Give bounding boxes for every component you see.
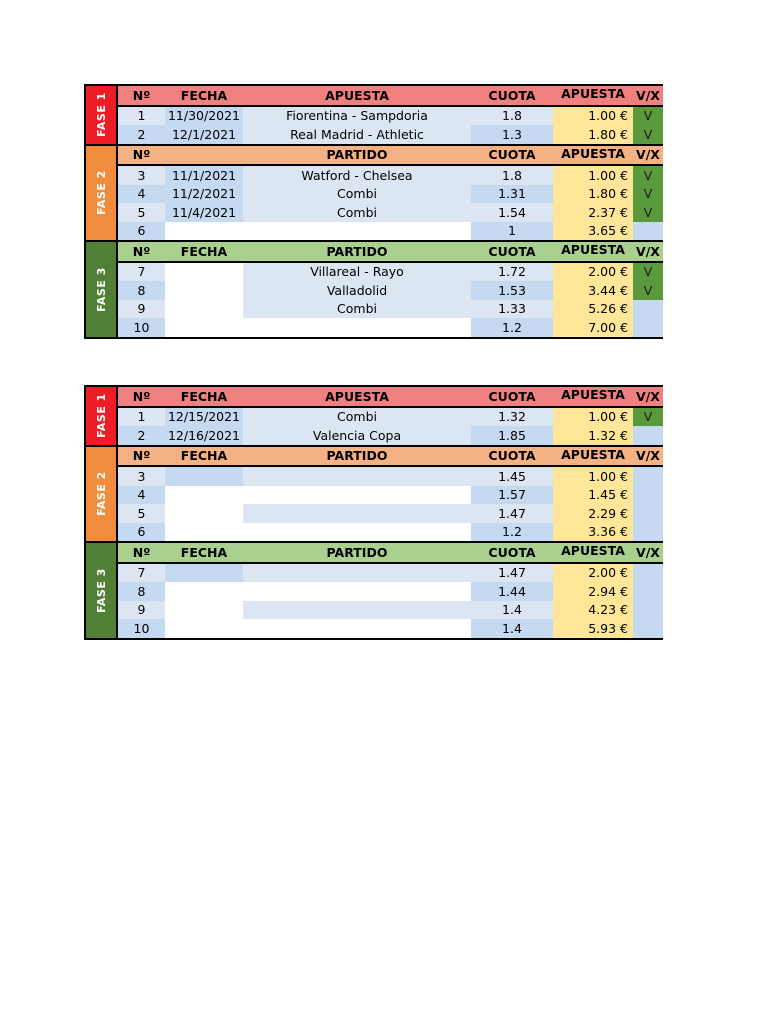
stake-cell[interactable]: 1.80 € (553, 185, 633, 204)
odds-cell[interactable]: 1.72 (471, 263, 553, 282)
date-cell[interactable]: 11/30/2021 (165, 107, 243, 126)
number-header: Nº (132, 544, 151, 560)
table-row (118, 318, 663, 337)
match-cell[interactable]: Valladolid (243, 281, 471, 300)
match-header: PARTIDO (326, 243, 388, 259)
number-header: Nº (132, 87, 151, 103)
result-cell[interactable]: V (633, 125, 663, 144)
stake-header: APUESTA (561, 387, 625, 402)
odds-cell[interactable]: 1.4 (471, 619, 553, 638)
match-cell[interactable]: Combi (243, 408, 471, 427)
match-cell[interactable]: Watford - Chelsea (243, 166, 471, 185)
odds-cell[interactable]: 1.31 (471, 185, 553, 204)
stake-cell[interactable]: 1.00 € (553, 467, 633, 486)
odds-cell[interactable]: 1.32 (471, 408, 553, 427)
result-cell[interactable]: V (633, 166, 663, 185)
odds-cell[interactable]: 1.54 (471, 203, 553, 222)
stake-cell[interactable]: 3.44 € (553, 281, 633, 300)
phase-block (84, 84, 663, 146)
number-cell[interactable]: 3 (118, 166, 165, 185)
date-cell[interactable] (165, 281, 243, 300)
date-cell[interactable]: 11/2/2021 (165, 185, 243, 204)
number-cell[interactable]: 10 (118, 318, 165, 337)
result-cell[interactable] (633, 564, 663, 583)
table-row (118, 408, 663, 427)
number-header: Nº (132, 448, 151, 464)
table-row (118, 426, 663, 445)
result-cell[interactable] (633, 426, 663, 445)
match-header: APUESTA (325, 87, 389, 103)
betting-table-1 (84, 84, 663, 339)
date-cell[interactable] (165, 300, 243, 319)
date-cell[interactable] (165, 263, 243, 282)
date-cell[interactable] (165, 601, 243, 620)
stake-header: APUESTA (561, 242, 625, 257)
odds-cell[interactable]: 1.57 (471, 486, 553, 505)
date-cell[interactable] (165, 523, 243, 542)
number-cell[interactable]: 6 (118, 523, 165, 542)
table-row (118, 300, 663, 319)
odds-cell[interactable]: 1.33 (471, 300, 553, 319)
match-cell[interactable]: Combi (243, 203, 471, 222)
odds-header: CUOTA (488, 448, 536, 464)
stake-cell[interactable]: 1.80 € (553, 125, 633, 144)
phase-label (86, 146, 118, 241)
number-cell[interactable]: 5 (118, 203, 165, 222)
number-header: Nº (132, 388, 151, 404)
date-header: FECHA (180, 388, 228, 404)
phase-label (86, 86, 118, 144)
result-header: V/X (636, 147, 660, 163)
phase-header-row (118, 543, 663, 564)
phase-label-text: FASE 2 (94, 170, 108, 216)
result-cell[interactable] (633, 318, 663, 337)
stake-cell[interactable]: 5.26 € (553, 300, 633, 319)
date-header: FECHA (180, 448, 228, 464)
table-row (118, 486, 663, 505)
table-row (118, 222, 663, 241)
result-cell[interactable]: V (633, 107, 663, 126)
odds-cell[interactable]: 1.47 (471, 504, 553, 523)
match-cell[interactable] (243, 564, 471, 583)
match-cell[interactable] (243, 582, 471, 601)
odds-header: CUOTA (488, 544, 536, 560)
match-cell[interactable] (243, 467, 471, 486)
number-header: Nº (132, 147, 151, 163)
odds-cell[interactable]: 1.44 (471, 582, 553, 601)
stake-header: APUESTA (561, 446, 625, 462)
date-header: FECHA (180, 87, 228, 103)
phase-label-text: FASE 3 (94, 266, 108, 312)
match-cell[interactable] (243, 619, 471, 638)
match-cell[interactable] (243, 486, 471, 505)
result-cell[interactable]: V (633, 203, 663, 222)
table-row (118, 203, 663, 222)
number-cell[interactable]: 7 (118, 263, 165, 282)
betting-table-2 (84, 385, 663, 640)
result-header: V/X (636, 544, 660, 560)
stake-cell[interactable]: 7.00 € (553, 318, 633, 337)
odds-cell[interactable]: 1.85 (471, 426, 553, 445)
number-cell[interactable]: 9 (118, 300, 165, 319)
table-row (118, 619, 663, 638)
odds-cell[interactable]: 1.45 (471, 467, 553, 486)
number-cell[interactable]: 4 (118, 486, 165, 505)
phase-label-text: FASE 2 (94, 471, 108, 517)
date-cell[interactable] (165, 318, 243, 337)
date-cell[interactable] (165, 564, 243, 583)
odds-header: CUOTA (488, 243, 536, 259)
result-cell[interactable]: V (633, 185, 663, 204)
table-row (118, 523, 663, 542)
odds-cell[interactable]: 1.47 (471, 564, 553, 583)
stake-cell[interactable]: 2.00 € (553, 263, 633, 282)
date-cell[interactable] (165, 504, 243, 523)
result-header: V/X (636, 448, 660, 464)
date-header: FECHA (180, 243, 228, 259)
match-cell[interactable]: Valencia Copa (243, 426, 471, 445)
match-header: APUESTA (325, 388, 389, 404)
number-cell[interactable]: 4 (118, 185, 165, 204)
match-cell[interactable]: Fiorentina - Sampdoria (243, 107, 471, 126)
table-row (118, 166, 663, 185)
table-row (118, 467, 663, 486)
stake-cell[interactable]: 1.00 € (553, 107, 633, 126)
match-header: PARTIDO (326, 147, 388, 163)
stake-header: APUESTA (561, 86, 625, 101)
match-cell[interactable] (243, 601, 471, 620)
result-header: V/X (636, 388, 660, 404)
table-row (118, 504, 663, 523)
odds-cell[interactable]: 1.53 (471, 281, 553, 300)
stake-cell[interactable]: 3.36 € (553, 523, 633, 542)
match-header: PARTIDO (326, 544, 388, 560)
odds-header: CUOTA (488, 388, 536, 404)
phase-block (84, 385, 663, 447)
odds-header: CUOTA (488, 147, 536, 163)
match-cell[interactable]: Real Madrid - Athletic (243, 125, 471, 144)
match-cell[interactable] (243, 222, 471, 241)
match-header: PARTIDO (326, 448, 388, 464)
odds-cell[interactable]: 1.2 (471, 523, 553, 542)
phase-block (84, 146, 663, 243)
number-cell[interactable]: 1 (118, 107, 165, 126)
date-cell[interactable] (165, 222, 243, 241)
stake-cell[interactable]: 3.65 € (553, 222, 633, 241)
date-cell[interactable]: 12/16/2021 (165, 426, 243, 445)
phase-block (84, 447, 663, 544)
date-cell[interactable]: 12/15/2021 (165, 408, 243, 427)
table-row (118, 564, 663, 583)
number-cell[interactable]: 6 (118, 222, 165, 241)
phase-block (84, 242, 663, 339)
stake-cell[interactable]: 1.00 € (553, 408, 633, 427)
table-row (118, 107, 663, 126)
result-cell[interactable] (633, 619, 663, 638)
match-cell[interactable]: Combi (243, 185, 471, 204)
number-header: Nº (132, 243, 151, 259)
number-cell[interactable]: 1 (118, 408, 165, 427)
match-cell[interactable] (243, 504, 471, 523)
stake-cell[interactable]: 2.94 € (553, 582, 633, 601)
result-cell[interactable]: V (633, 263, 663, 282)
stake-header: APUESTA (561, 543, 625, 558)
result-header: V/X (636, 87, 660, 103)
result-cell[interactable]: V (633, 408, 663, 427)
odds-cell[interactable]: 1.8 (471, 107, 553, 126)
phase-block (84, 543, 663, 640)
stake-cell[interactable]: 1.45 € (553, 486, 633, 505)
phase-header-row (118, 447, 663, 468)
stake-cell[interactable]: 4.23 € (553, 601, 633, 620)
result-cell[interactable] (633, 300, 663, 319)
table-row (118, 582, 663, 601)
match-cell[interactable] (243, 523, 471, 542)
odds-cell[interactable]: 1 (471, 222, 553, 241)
phase-header-row (118, 387, 663, 408)
date-header: FECHA (180, 544, 228, 560)
result-header: V/X (636, 243, 660, 259)
table-row (118, 263, 663, 282)
number-cell[interactable]: 3 (118, 467, 165, 486)
phase-header-row (118, 86, 663, 107)
match-cell[interactable]: Combi (243, 300, 471, 319)
table-row (118, 125, 663, 144)
number-cell[interactable]: 8 (118, 281, 165, 300)
number-cell[interactable]: 2 (118, 125, 165, 144)
result-cell[interactable] (633, 222, 663, 241)
table-row (118, 185, 663, 204)
date-header (165, 146, 243, 165)
date-cell[interactable] (165, 619, 243, 638)
stake-cell[interactable]: 1.00 € (553, 166, 633, 185)
date-cell[interactable]: 11/4/2021 (165, 203, 243, 222)
number-cell[interactable]: 2 (118, 426, 165, 445)
date-cell[interactable]: 12/1/2021 (165, 125, 243, 144)
result-cell[interactable] (633, 486, 663, 505)
stake-header: APUESTA (561, 145, 625, 161)
result-cell[interactable] (633, 467, 663, 486)
phase-label (86, 447, 118, 542)
result-cell[interactable]: V (633, 281, 663, 300)
odds-cell[interactable]: 1.3 (471, 125, 553, 144)
stake-cell[interactable]: 2.29 € (553, 504, 633, 523)
number-cell[interactable]: 7 (118, 564, 165, 583)
phase-header-row (118, 242, 663, 263)
result-cell[interactable] (633, 582, 663, 601)
stake-cell[interactable]: 2.37 € (553, 203, 633, 222)
stake-cell[interactable]: 2.00 € (553, 564, 633, 583)
phase-label-text: FASE 1 (94, 92, 108, 138)
result-cell[interactable] (633, 523, 663, 542)
match-cell[interactable]: Villareal - Rayo (243, 263, 471, 282)
stake-cell[interactable]: 5.93 € (553, 619, 633, 638)
date-cell[interactable] (165, 582, 243, 601)
number-cell[interactable]: 10 (118, 619, 165, 638)
odds-cell[interactable]: 1.4 (471, 601, 553, 620)
phase-label (86, 242, 118, 337)
odds-cell[interactable]: 1.8 (471, 166, 553, 185)
date-cell[interactable]: 11/1/2021 (165, 166, 243, 185)
result-cell[interactable] (633, 601, 663, 620)
phase-header-row (118, 146, 663, 167)
number-cell[interactable]: 9 (118, 601, 165, 620)
stake-cell[interactable]: 1.32 € (553, 426, 633, 445)
phase-label-text: FASE 3 (94, 567, 108, 613)
table-row (118, 281, 663, 300)
phase-label-text: FASE 1 (94, 393, 108, 439)
result-cell[interactable] (633, 504, 663, 523)
number-cell[interactable]: 8 (118, 582, 165, 601)
table-row (118, 601, 663, 620)
match-cell[interactable] (243, 318, 471, 337)
odds-cell[interactable]: 1.2 (471, 318, 553, 337)
number-cell[interactable]: 5 (118, 504, 165, 523)
odds-header: CUOTA (488, 87, 536, 103)
date-cell[interactable] (165, 467, 243, 486)
phase-label (86, 387, 118, 445)
date-cell[interactable] (165, 486, 243, 505)
phase-label (86, 543, 118, 638)
